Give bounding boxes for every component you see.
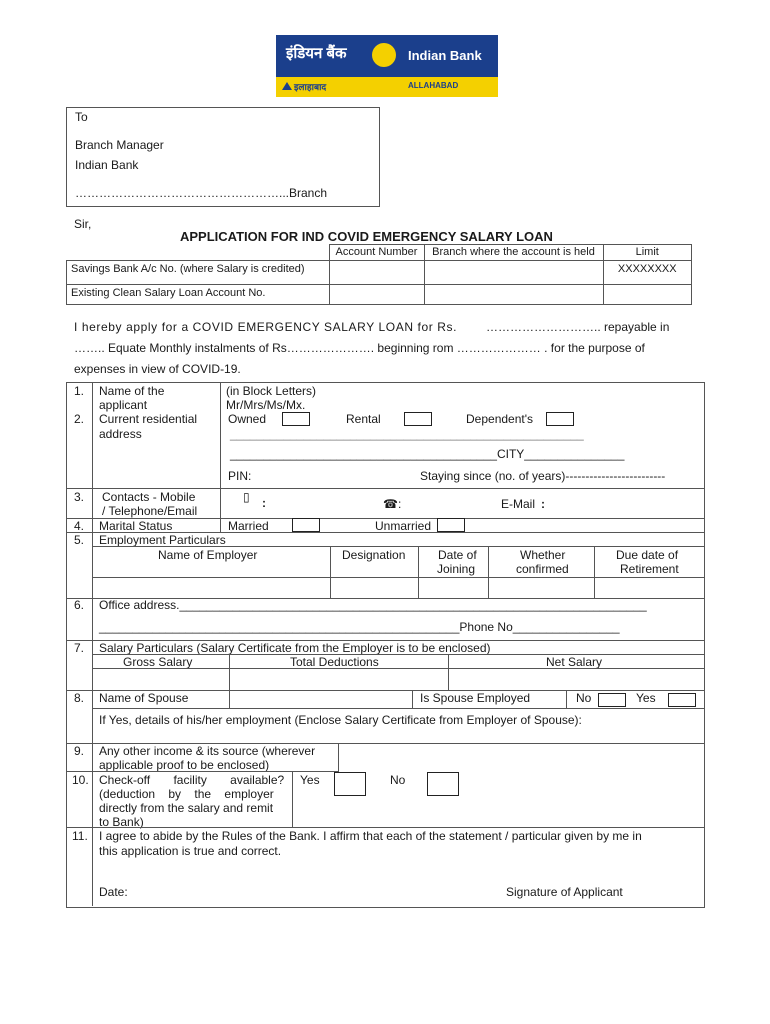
loan-branch-input[interactable] xyxy=(424,285,603,305)
date-label: Date: xyxy=(99,885,128,899)
signature-label: Signature of Applicant xyxy=(506,885,623,899)
office-phone[interactable]: ______________________________________________________Phone No________________ xyxy=(99,620,620,634)
savings-account-input[interactable] xyxy=(329,261,424,285)
staying-since: Staying since (no. of years)------------------------- xyxy=(420,469,666,483)
account-table xyxy=(66,244,692,305)
address-line-1[interactable]: _____________________________________________________ xyxy=(230,427,584,441)
para-line-3: expenses in view of COVID-19. xyxy=(74,362,241,376)
savings-branch-input[interactable] xyxy=(424,261,603,285)
unmarried-label: Unmarried xyxy=(375,519,432,533)
num-4: 4. xyxy=(74,519,85,533)
checkoff-4: to Bank) xyxy=(99,815,144,829)
emp-confirmed-header: confirmed xyxy=(516,562,569,576)
num-2: 2. xyxy=(74,412,85,426)
emp-name-header: Name of Employer xyxy=(158,548,258,562)
spouse-detail-label: If Yes, details of his/her employment (Enclose Salary Certificate from Employer of Spouse): xyxy=(99,713,582,727)
pin-label: PIN: xyxy=(228,469,252,483)
contacts-label-2: / Telephone/Email xyxy=(102,504,198,518)
addr-label-2: address xyxy=(99,427,142,441)
deductions-header: Total Deductions xyxy=(290,655,379,669)
num-10: 10. xyxy=(72,773,89,787)
married-label: Married xyxy=(228,519,269,533)
to-label: To xyxy=(75,110,88,124)
th-account-number: Account Number xyxy=(329,245,424,261)
spouse-yes-label: Yes xyxy=(636,691,656,705)
emp-joining-header: Joining xyxy=(437,562,476,576)
owned-checkbox[interactable] xyxy=(282,412,310,426)
logo-english: Indian Bank xyxy=(408,48,482,63)
checkoff-3: directly from the salary and remit xyxy=(99,801,274,815)
num-3: 3. xyxy=(74,490,85,504)
emp-whether-header: Whether xyxy=(520,548,566,562)
checkoff-yes-checkbox[interactable] xyxy=(334,772,366,796)
name-label-1: Name of the xyxy=(99,384,165,398)
office-address[interactable]: Office address.______________________________________________________________________ xyxy=(99,598,647,612)
spouse-yes-checkbox[interactable] xyxy=(668,693,696,707)
spouse-label: Name of Spouse xyxy=(99,691,189,705)
mobile-icon: ▯ xyxy=(243,490,250,504)
th-limit: Limit xyxy=(603,245,692,261)
salary-label: Salary Particulars (Salary Certificate from the Employer is to be enclosed) xyxy=(99,641,491,655)
spouse-no-checkbox[interactable] xyxy=(598,693,626,707)
mobile-colon: : xyxy=(262,496,266,510)
block-letters: (in Block Letters) xyxy=(226,384,317,398)
emp-due-header: Due date of xyxy=(616,548,679,562)
owned-label: Owned xyxy=(228,412,267,426)
savings-limit: XXXXXXXX xyxy=(603,261,692,285)
emp-designation-header: Designation xyxy=(342,548,406,562)
name-label-2: applicant xyxy=(99,398,148,412)
agree-line-2: this application is true and correct. xyxy=(99,844,282,858)
checkoff-2: (deduction by the employer xyxy=(99,787,274,801)
dependent-checkbox[interactable] xyxy=(546,412,574,426)
dependent-label: Dependent's xyxy=(466,412,534,426)
salutation: Sir, xyxy=(74,217,92,231)
triangle-icon xyxy=(282,82,292,90)
address-box xyxy=(66,107,380,207)
logo-hindi: इंडियन बैंक xyxy=(286,45,347,62)
checkoff-1: Check-off facility available? xyxy=(99,773,285,787)
para-line-2: …….. Equate Monthly instalments of Rs…………………. beginning rom ………………… . for the purpose of xyxy=(74,341,645,355)
contacts-label-1: Contacts - Mobile xyxy=(102,490,196,504)
num-8: 8. xyxy=(74,691,85,705)
para-line-1a: I hereby apply for a COVID EMERGENCY SALARY LOAN for Rs. xyxy=(74,320,458,334)
num-5: 5. xyxy=(74,533,85,547)
spouse-no-label: No xyxy=(576,691,592,705)
para-line-1b: ……………………….. repayable in xyxy=(486,320,670,334)
rental-label: Rental xyxy=(346,412,381,426)
marital-label: Marital Status xyxy=(99,519,173,533)
loan-label: Existing Clean Salary Loan Account No. xyxy=(67,285,330,305)
email-label: E-Mail xyxy=(501,497,536,511)
bank-logo xyxy=(276,35,498,97)
addr-label-1: Current residential xyxy=(99,412,198,426)
employment-label: Employment Particulars xyxy=(99,533,226,547)
logo-english-2: ALLAHABAD xyxy=(408,81,459,90)
loan-account-input[interactable] xyxy=(329,285,424,305)
checkoff-no-label: No xyxy=(390,773,406,787)
emp-date-header: Date of xyxy=(438,548,477,562)
th-branch: Branch where the account is held xyxy=(424,245,603,261)
net-salary-header: Net Salary xyxy=(546,655,603,669)
logo-strip xyxy=(276,77,498,97)
checkoff-yes-label: Yes xyxy=(300,773,320,787)
checkoff-no-checkbox[interactable] xyxy=(427,772,459,796)
email-colon: : xyxy=(541,497,545,511)
gross-salary-header: Gross Salary xyxy=(123,655,193,669)
num-6: 6. xyxy=(74,598,85,612)
titles: Mr/Mrs/Ms/Mx. xyxy=(226,398,306,412)
num-11: 11. xyxy=(72,829,88,843)
unmarried-checkbox[interactable] xyxy=(437,518,465,532)
city-line[interactable]: ________________________________________CITY_______________ xyxy=(230,447,625,461)
num-1: 1. xyxy=(74,384,85,398)
phone-icon: ☎ xyxy=(383,497,398,511)
form-title: APPLICATION FOR IND COVID EMERGENCY SALARY LOAN xyxy=(180,229,553,244)
phone-colon: : xyxy=(398,497,402,511)
other-income-1: Any other income & its source (wherever xyxy=(99,744,316,758)
logo-emblem-icon xyxy=(372,43,396,67)
married-checkbox[interactable] xyxy=(292,518,320,532)
num-9: 9. xyxy=(74,744,85,758)
bank-name: Indian Bank xyxy=(75,158,139,172)
branch-manager: Branch Manager xyxy=(75,138,164,152)
agree-line-1: I agree to abide by the Rules of the Bank. I affirm that each of the statement / particular given by me in xyxy=(99,829,642,843)
other-income-2: applicable proof to be enclosed) xyxy=(99,758,270,772)
logo-hindi-2: इलाहाबाद xyxy=(294,82,327,92)
loan-limit-input[interactable] xyxy=(603,285,692,305)
spouse-employed-label: Is Spouse Employed xyxy=(420,691,531,705)
branch-line: ……………………………………………...Branch xyxy=(75,186,328,200)
emp-retirement-header: Retirement xyxy=(620,562,679,576)
num-7: 7. xyxy=(74,641,85,655)
rental-checkbox[interactable] xyxy=(404,412,432,426)
savings-label: Savings Bank A/c No. (where Salary is credited) xyxy=(67,261,330,285)
